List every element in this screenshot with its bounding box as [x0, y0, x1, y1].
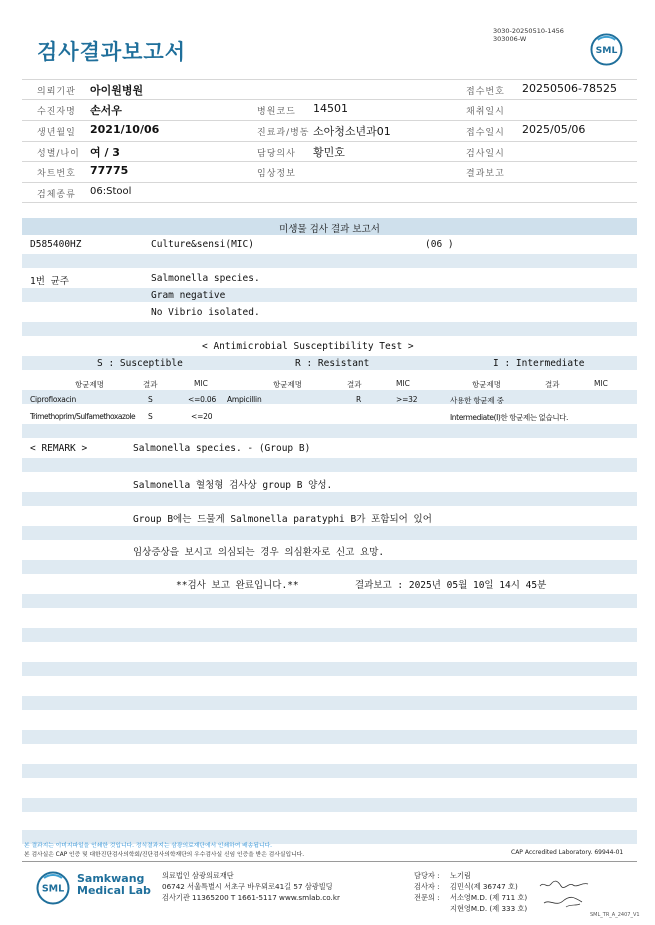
- specimen-type-label: 검체종류: [37, 190, 76, 200]
- department-value: 소아청소년과01: [313, 125, 391, 138]
- disclaimer-image: 본 결과지는 이미지파일을 인쇄한 것입니다. 정식결과지는 삼광의료재단에서 인쇄하여 배송됩니다.: [24, 843, 273, 849]
- requesting-org-label: 의뢰기관: [37, 87, 76, 97]
- table-stripe: [22, 696, 637, 710]
- remark-label: < REMARK >: [30, 443, 88, 454]
- document-code-line-2: 303006-W: [493, 35, 527, 43]
- table-stripe: [22, 254, 637, 268]
- organism-line: Salmonella species.: [151, 273, 260, 284]
- accession-no-label: 접수번호: [466, 87, 505, 97]
- table-stripe: [22, 288, 637, 302]
- organism-label: 1번 균주: [30, 276, 69, 287]
- hospital-code-label: 병원코드: [257, 107, 296, 117]
- table-stripe: [22, 798, 637, 812]
- info-divider: [22, 99, 637, 100]
- signature-icon: [538, 877, 590, 911]
- samkwang-logo-text: SML: [41, 883, 65, 895]
- info-divider: [22, 182, 637, 183]
- staff-contact-label: 담당자 :: [414, 871, 440, 880]
- ast-note: Intermediate(I)한 항균제는 없습니다.: [450, 413, 569, 422]
- remark-line: Salmonella species. - (Group B): [133, 443, 311, 454]
- report-title: 검사결과보고서: [37, 40, 187, 64]
- ast-header-drug: 항균제명: [273, 380, 302, 389]
- requesting-org-value: 아이원병원: [90, 84, 144, 97]
- table-stripe: [22, 628, 637, 642]
- ast-header-mic: MIC: [594, 379, 608, 388]
- accession-no-value: 20250506-78525: [522, 82, 617, 95]
- staff-specialist-value: 서소영M.D. (제 711 호): [450, 893, 528, 902]
- staff-specialist-label: 전문의 :: [414, 893, 440, 902]
- brand-name: [77, 873, 151, 897]
- section-title: 미생물 검사 결과 보고서: [279, 224, 380, 235]
- table-stripe: [22, 560, 637, 574]
- table-stripe: [22, 424, 637, 438]
- remark-line: Salmonella 혈청형 검사상 group B 양성.: [133, 480, 333, 491]
- form-code: SML_TR_A_2407_V1: [590, 912, 640, 918]
- test-specimen: (06 ): [425, 239, 454, 250]
- sml-logo-icon: [590, 33, 623, 66]
- remark-line: Group B에는 드물게 Salmonella paratyphi B가 포함되어 있어: [133, 514, 432, 525]
- cap-accreditation: CAP Accredited Laboratory. 69944-01: [511, 849, 624, 856]
- patient-name-label: 수진자명: [37, 107, 76, 117]
- ast-note: 사용한 항균제 중: [450, 396, 504, 405]
- test-code: D585400HZ: [30, 239, 82, 250]
- physician-label: 담당의사: [257, 149, 296, 159]
- table-stripe: [22, 322, 637, 336]
- info-divider: [22, 202, 637, 203]
- test-time-label: 검사일시: [466, 149, 505, 159]
- legend-susceptible: S : Susceptible: [97, 358, 183, 369]
- legend-intermediate: I : Intermediate: [493, 358, 585, 369]
- staff-tester-label: 검사자 :: [414, 882, 440, 891]
- remark-line: 임상증상을 보시고 의심되는 경우 의심환자로 신고 요망.: [133, 547, 385, 558]
- table-stripe: [22, 458, 637, 472]
- info-divider: [22, 79, 637, 80]
- table-stripe: [22, 390, 637, 404]
- org-contact: 검사기관 11365200 T 1661-5117 www.smlab.co.kr: [162, 893, 340, 902]
- ast-drug: Ciprofloxacin: [30, 395, 77, 404]
- table-stripe: [22, 764, 637, 778]
- received-time-value: 2025/05/06: [522, 123, 586, 136]
- specimen-type-value: 06:Stool: [90, 186, 132, 197]
- info-divider: [22, 120, 637, 121]
- brand-line-2: Medical Lab: [77, 884, 151, 897]
- physician-value: 황민호: [313, 146, 345, 159]
- ast-title: < Antimicrobial Susceptibility Test >: [202, 341, 414, 352]
- ast-header-result: 결과: [143, 380, 158, 389]
- table-stripe: [22, 526, 637, 540]
- ast-drug: Ampicillin: [227, 395, 262, 404]
- ast-mic: >=32: [396, 395, 418, 404]
- legend-resistant: R : Resistant: [295, 358, 370, 369]
- ast-drug: Trimethoprim/Sulfamethoxazole: [30, 412, 136, 421]
- table-stripe: [22, 730, 637, 744]
- brand-line-1: Samkwang: [77, 872, 145, 885]
- staff-contact-value: 노기림: [450, 871, 471, 880]
- sml-logo-text: SML: [595, 44, 618, 56]
- chart-no-value: 77775: [90, 164, 129, 177]
- table-stripe: [22, 492, 637, 506]
- staff-tester-value: 김민식(제 36747 호): [450, 882, 518, 891]
- staff-specialist-value: 지현영M.D. (제 333 호): [450, 904, 528, 913]
- collection-time-label: 채취일시: [466, 107, 505, 117]
- ast-header-mic: MIC: [396, 379, 410, 388]
- org-name: 의료법인 삼광의료재단: [162, 871, 234, 880]
- test-name: Culture&sensi(MIC): [151, 239, 254, 250]
- info-divider: [22, 161, 637, 162]
- department-label: 진료과/병동: [257, 128, 310, 138]
- organism-line: Gram negative: [151, 290, 226, 301]
- document-code-line-1: 3030-20250510-1456: [493, 27, 564, 35]
- ast-mic: <=0.06: [188, 395, 217, 404]
- ast-mic: <=20: [191, 412, 213, 421]
- footer-divider: [22, 861, 637, 862]
- ast-header-drug: 항균제명: [75, 380, 104, 389]
- ast-header-result: 결과: [545, 380, 560, 389]
- sex-age-label: 성별/나이: [37, 149, 80, 159]
- sex-age-value: 여 / 3: [90, 146, 120, 159]
- hospital-code-value: 14501: [313, 102, 348, 115]
- birth-date-value: 2021/10/06: [90, 123, 160, 136]
- ast-header-result: 결과: [347, 380, 362, 389]
- org-address: 06742 서울특별시 서초구 바우뫼로41길 57 삼광빌딩: [162, 882, 333, 891]
- ast-header-mic: MIC: [194, 379, 208, 388]
- ast-result: S: [148, 395, 153, 404]
- completion-message: **검사 보고 완료입니다.**: [176, 580, 299, 591]
- table-stripe: [22, 594, 637, 608]
- table-stripe: [22, 662, 637, 676]
- disclaimer-accreditation: 본 검사실은 CAP 인증 및 대한진단검사의학회/진단검사의학재단의 우수검사실 신임 인증을 받은 검사실입니다.: [24, 852, 305, 858]
- patient-name-value: 손서우: [90, 104, 122, 117]
- birth-date-label: 생년월일: [37, 128, 76, 138]
- chart-no-label: 차트번호: [37, 169, 76, 179]
- received-time-label: 접수일시: [466, 128, 505, 138]
- ast-result: R: [356, 395, 362, 404]
- result-report-label: 결과보고: [466, 169, 505, 179]
- document-code: [493, 27, 564, 43]
- organism-line: No Vibrio isolated.: [151, 307, 260, 318]
- ast-result: S: [148, 412, 153, 421]
- info-divider: [22, 141, 637, 142]
- samkwang-logo-icon: [36, 871, 70, 905]
- clinical-info-label: 임상정보: [257, 169, 296, 179]
- report-datetime: 결과보고 : 2025년 05월 10일 14시 45분: [355, 580, 547, 591]
- ast-header-drug: 항균제명: [472, 380, 501, 389]
- section-title-bar: [22, 218, 637, 235]
